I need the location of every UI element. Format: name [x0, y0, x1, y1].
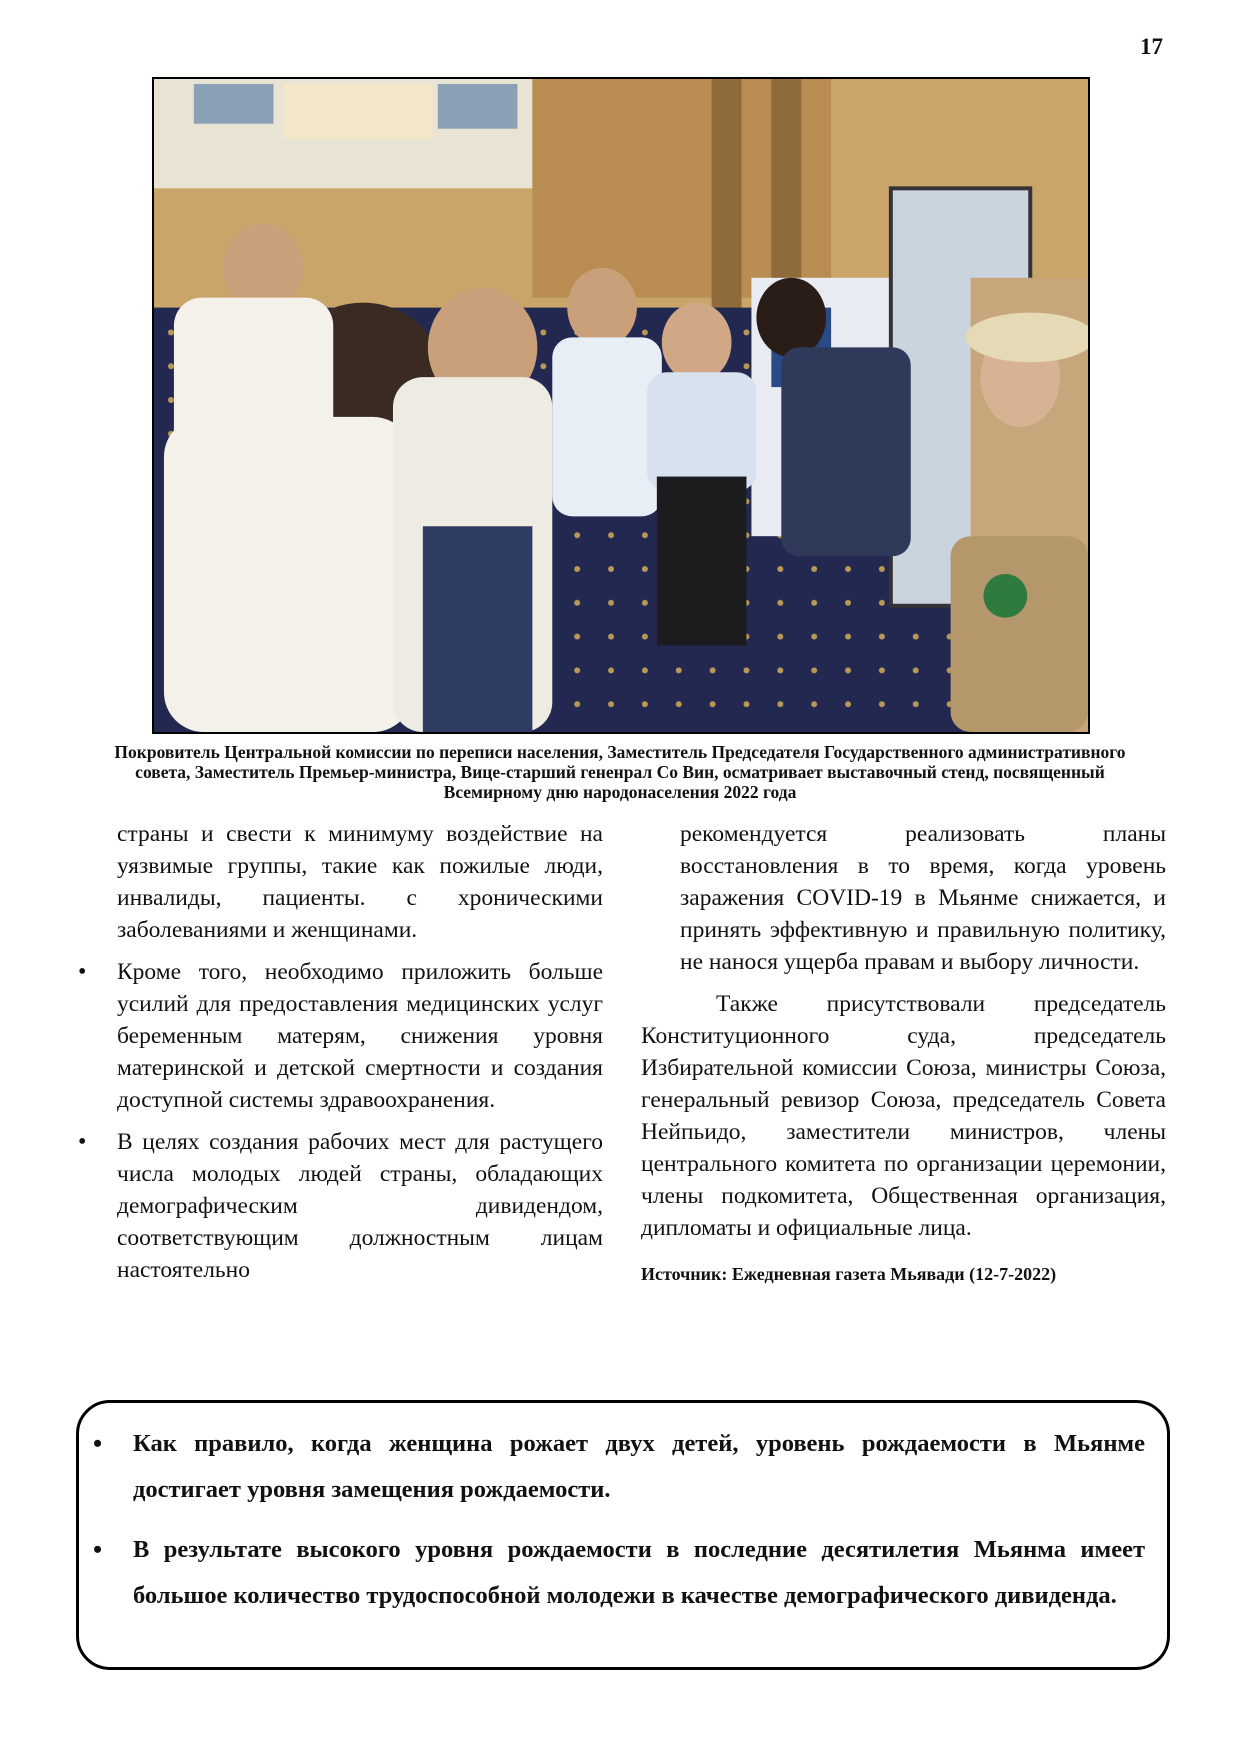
source-citation: Источник: Ежедневная газета Мьявади (12-7-2022): [641, 1264, 1057, 1284]
list-item: • Кроме того, необходимо приложить больше усилий для предоставления медицинских услуг беременным матерям, снижения уровня материнской и детской смертности и создания доступной системы здравоохранения.: [78, 956, 603, 1116]
highlight-box: [76, 1400, 1170, 1670]
left-bullet-list: [78, 956, 603, 1286]
exhibition-photo-illustration: [154, 79, 1088, 732]
exhibition-photo: [152, 77, 1090, 734]
page-number: 17: [1140, 34, 1163, 59]
list-item: • Как правило, когда женщина рожает двух детей, уровень рождаемости в Мьянме достигает уровня замещения рождаемости.: [133, 1421, 1145, 1513]
list-item: • В целях создания рабочих мест для растущего числа молодых людей страны, обладающих демографическим дивидендом, соответствующим должностным лицам настоятельно: [78, 1126, 603, 1286]
left-column: [78, 818, 603, 1296]
right-column: [641, 818, 1166, 1300]
left-continuation-text: страны и свести к минимуму воздействие на уязвимые группы, такие как пожилые люди, инвалиды, пациенты. с хроническими заболеваниями и женщинами.: [117, 821, 603, 943]
photo-caption: Покровитель Центральной комиссии по переписи населения, Заместитель Председателя Государственного административного совета, Заместитель Премьер-министра, Вице-старший гененрал Со Вин, осматривает выставочный стенд, посвященный Всемирному дню народонаселения 2022 года: [114, 742, 1126, 802]
list-item: • В результате высокого уровня рождаемости в последние десятилетия Мьянма имеет большое количество трудоспособной молодежи в качестве демографического дивиденда.: [133, 1527, 1145, 1619]
highlight-bullet-list: [133, 1421, 1145, 1619]
attendees-paragraph: Также присутствовали председатель Конституционного суда, председатель Избирательной комиссии Союза, министры Союза, генеральный ревизор Союза, председатель Совета Нейпьидо, заместители министров, члены центрального комитета по организации церемонии, члены подкомитета, Общественная организация, дипломаты и официальные лица.: [641, 991, 1166, 1241]
right-continuation-text: рекомендуется реализовать планы восстановления в то время, когда уровень заражения COVID-19 в Мьянме снижается, и принять эффективную и правильную политику, не нанося ущерба правам и выбору личности.: [680, 821, 1166, 975]
